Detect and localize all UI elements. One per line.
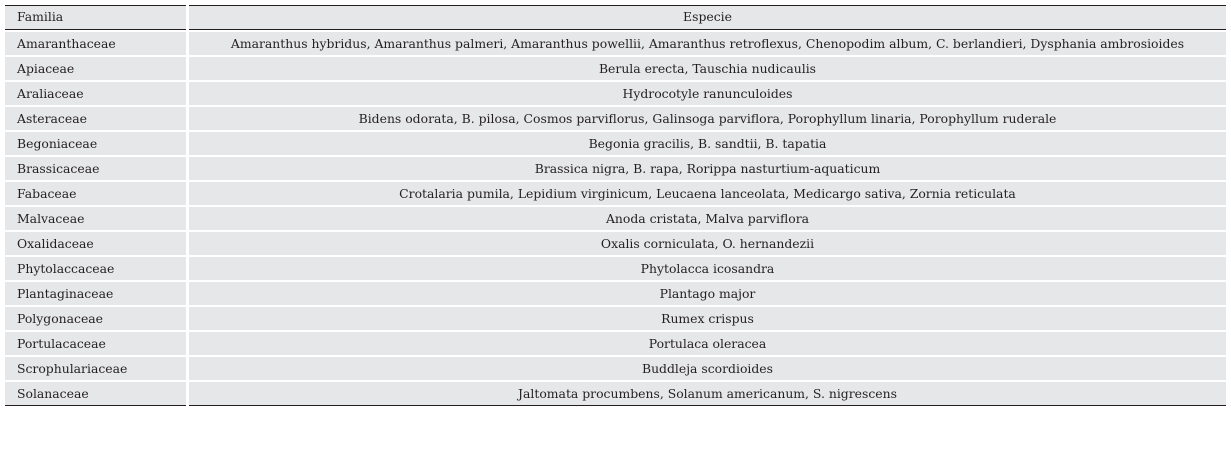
familia-cell: Begoniaceae — [5, 132, 186, 155]
especie-cell: Crotalaria pumila, Lepidium virginicum, Leucaena lanceolata, Medicargo sativa, Zornia reticulata — [189, 182, 1226, 205]
familia-cell: Malvaceae — [5, 207, 186, 230]
table-row — [5, 157, 1226, 180]
familia-cell: Amaranthaceae — [5, 32, 186, 55]
table-row — [5, 57, 1226, 80]
table-row — [5, 107, 1226, 130]
table-row — [5, 32, 1226, 55]
table-row — [5, 182, 1226, 205]
familia-cell: Brassicaceae — [5, 157, 186, 180]
table-header-row — [5, 5, 1226, 30]
especie-cell: Bidens odorata, B. pilosa, Cosmos parviflorus, Galinsoga parviflora, Porophyllum linaria, Porophyllum ruderale — [189, 107, 1226, 130]
familia-cell: Scrophulariaceae — [5, 357, 186, 380]
familia-cell: Araliaceae — [5, 82, 186, 105]
familia-cell: Plantaginaceae — [5, 282, 186, 305]
table-row — [5, 232, 1226, 255]
especie-cell: Berula erecta, Tauschia nudicaulis — [189, 57, 1226, 80]
especie-cell: Anoda cristata, Malva parviflora — [189, 207, 1226, 230]
familia-cell: Apiaceae — [5, 57, 186, 80]
especie-cell: Brassica nigra, B. rapa, Rorippa nasturtium-aquaticum — [189, 157, 1226, 180]
table-row — [5, 132, 1226, 155]
table-row — [5, 357, 1226, 380]
familia-cell: Asteraceae — [5, 107, 186, 130]
especie-cell: Plantago major — [189, 282, 1226, 305]
especie-cell: Rumex crispus — [189, 307, 1226, 330]
table-row — [5, 307, 1226, 330]
table-row — [5, 82, 1226, 105]
especie-cell: Portulaca oleracea — [189, 332, 1226, 355]
especie-cell: Jaltomata procumbens, Solanum americanum, S. nigrescens — [189, 382, 1226, 406]
familia-cell: Portulacaceae — [5, 332, 186, 355]
familia-cell: Polygonaceae — [5, 307, 186, 330]
especie-cell: Oxalis corniculata, O. hernandezii — [189, 232, 1226, 255]
table-row — [5, 207, 1226, 230]
table-row — [5, 332, 1226, 355]
species-table — [5, 5, 1226, 408]
especie-cell: Amaranthus hybridus, Amaranthus palmeri, Amaranthus powellii, Amaranthus retroflexus, Chenopodim album, C. berlandieri, Dysphania ambrosioides — [189, 32, 1226, 55]
header-especie: Especie — [189, 5, 1226, 30]
header-familia: Familia — [5, 5, 186, 30]
table-row — [5, 282, 1226, 305]
especie-cell: Begonia gracilis, B. sandtii, B. tapatia — [189, 132, 1226, 155]
table-row — [5, 257, 1226, 280]
familia-cell: Fabaceae — [5, 182, 186, 205]
familia-cell: Solanaceae — [5, 382, 186, 406]
especie-cell: Phytolacca icosandra — [189, 257, 1226, 280]
table-row — [5, 382, 1226, 406]
especie-cell: Hydrocotyle ranunculoides — [189, 82, 1226, 105]
familia-cell: Phytolaccaceae — [5, 257, 186, 280]
especie-cell: Buddleja scordioides — [189, 357, 1226, 380]
familia-cell: Oxalidaceae — [5, 232, 186, 255]
